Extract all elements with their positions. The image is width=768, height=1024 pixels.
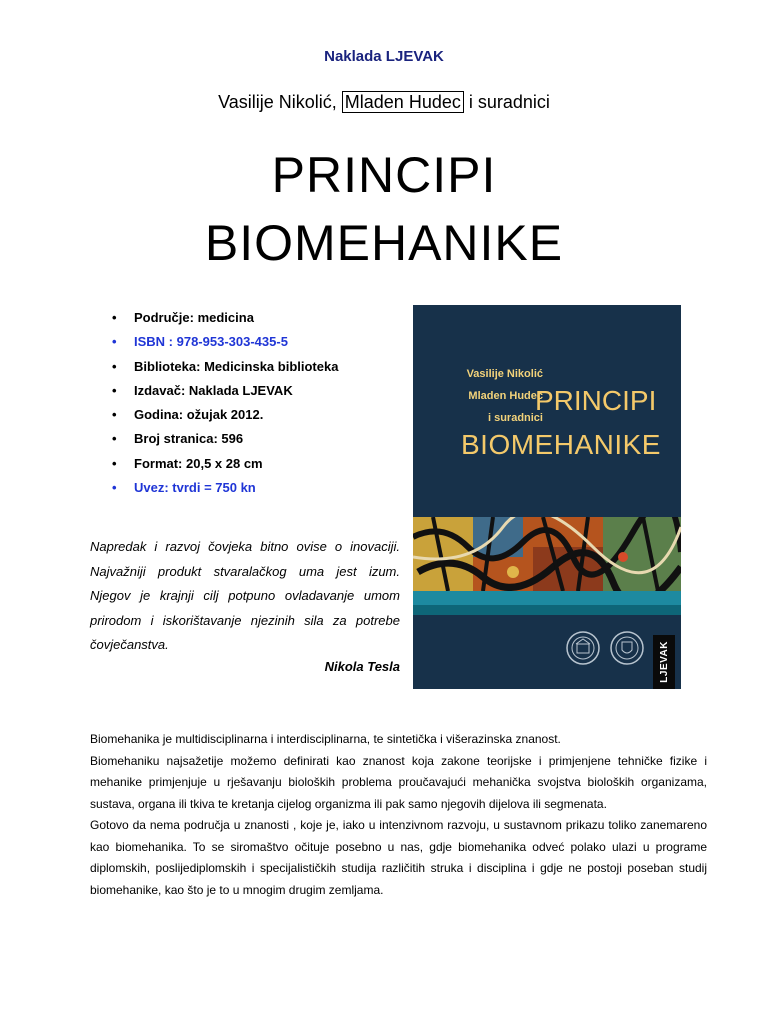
detail-pages: • Broj stranica: 596 <box>112 431 402 455</box>
publisher-logo-text: LJEVAK <box>658 641 670 683</box>
detail-format: • Format: 20,5 x 28 cm <box>112 456 402 480</box>
detail-binding-price: • Uvez: tvrdi = 750 kn <box>112 480 402 504</box>
cover-authors <box>455 363 543 429</box>
tesla-quote: Napredak i razvoj čovjeka bitno ovise o inovaciji. Najvažniji produkt stvaralačkog uma jest izum. Njegov je krajnji cilj potpuno ovladavanje umom prirodom i iskorištavanje njezinih sila za potrebe čovječanstva. <box>90 539 400 652</box>
cover-stripe-dark <box>413 605 681 615</box>
cover-author-2: Mladen Hudec <box>468 390 543 402</box>
publisher-name: Naklada LJEVAK <box>324 48 444 65</box>
detail-publisher: • Izdavač: Naklada LJEVAK <box>112 383 402 407</box>
authors-line <box>0 92 768 113</box>
book-description <box>90 729 707 901</box>
detail-library: • Biblioteka: Medicinska biblioteka <box>112 359 402 383</box>
description-paragraph-1: Biomehanika je multidisciplinarna i interdisciplinarna, te sintetička i višerazinska znanost. <box>90 732 561 746</box>
faculty-seal-icon <box>609 630 645 666</box>
cover-painting <box>413 517 681 591</box>
book-title-line-1: PRINCIPI <box>271 147 497 203</box>
book-title-line-2: BIOMEHANIKE <box>204 215 564 271</box>
book-details-list <box>112 310 402 504</box>
book-cover-image <box>413 305 681 689</box>
detail-year: • Godina: ožujak 2012. <box>112 407 402 431</box>
university-seal-icon <box>565 630 601 666</box>
author-primary: Vasilije Nikolić, <box>218 92 342 112</box>
cover-stripe <box>413 591 681 605</box>
publisher-logo <box>653 635 675 689</box>
description-paragraph-2: Biomehaniku najsažetije možemo definirati kao znanost koja zakone teorijske i primjenjene tehničke fizike i mehanike primjenjuje u rješavanju bioloških problema proučavajući mehanička svojstva bioloških organizama, sustava, organa ili tkiva te kretanja cijelog organizma ili pak samo njegovih dijelova ili segmenata. <box>90 753 707 811</box>
quote-author: Nikola Tesla <box>324 659 400 674</box>
detail-isbn: • ISBN : 978-953-303-435-5 <box>112 334 402 358</box>
cover-title-line-1: PRINCIPI <box>535 385 657 416</box>
description-paragraph-3: Gotovo da nema područja u znanosti , koje je, iako u intenzivnom razvoju, u sustavnom prikazu toliko zanemareno kao biomehanika. To se siromaštvo očituje posebno u nas, gdje biomehanika odveć polako ulazi u programe diplomskih, poslijediplomskih i specijalističkih studija različitih struka i disciplina i gdje ne postoji poseban studij biomehanike, kao što je to u mnogim drugim zemljama. <box>90 818 707 897</box>
author-highlighted: Mladen Hudec <box>342 91 464 113</box>
cover-author-1: Vasilije Nikolić <box>466 368 543 380</box>
authors-suffix: i suradnici <box>463 92 550 112</box>
cover-author-3: i suradnici <box>487 412 543 424</box>
cover-title-line-2: BIOMEHANIKE <box>461 429 661 460</box>
detail-field: • Područje: medicina <box>112 310 402 334</box>
